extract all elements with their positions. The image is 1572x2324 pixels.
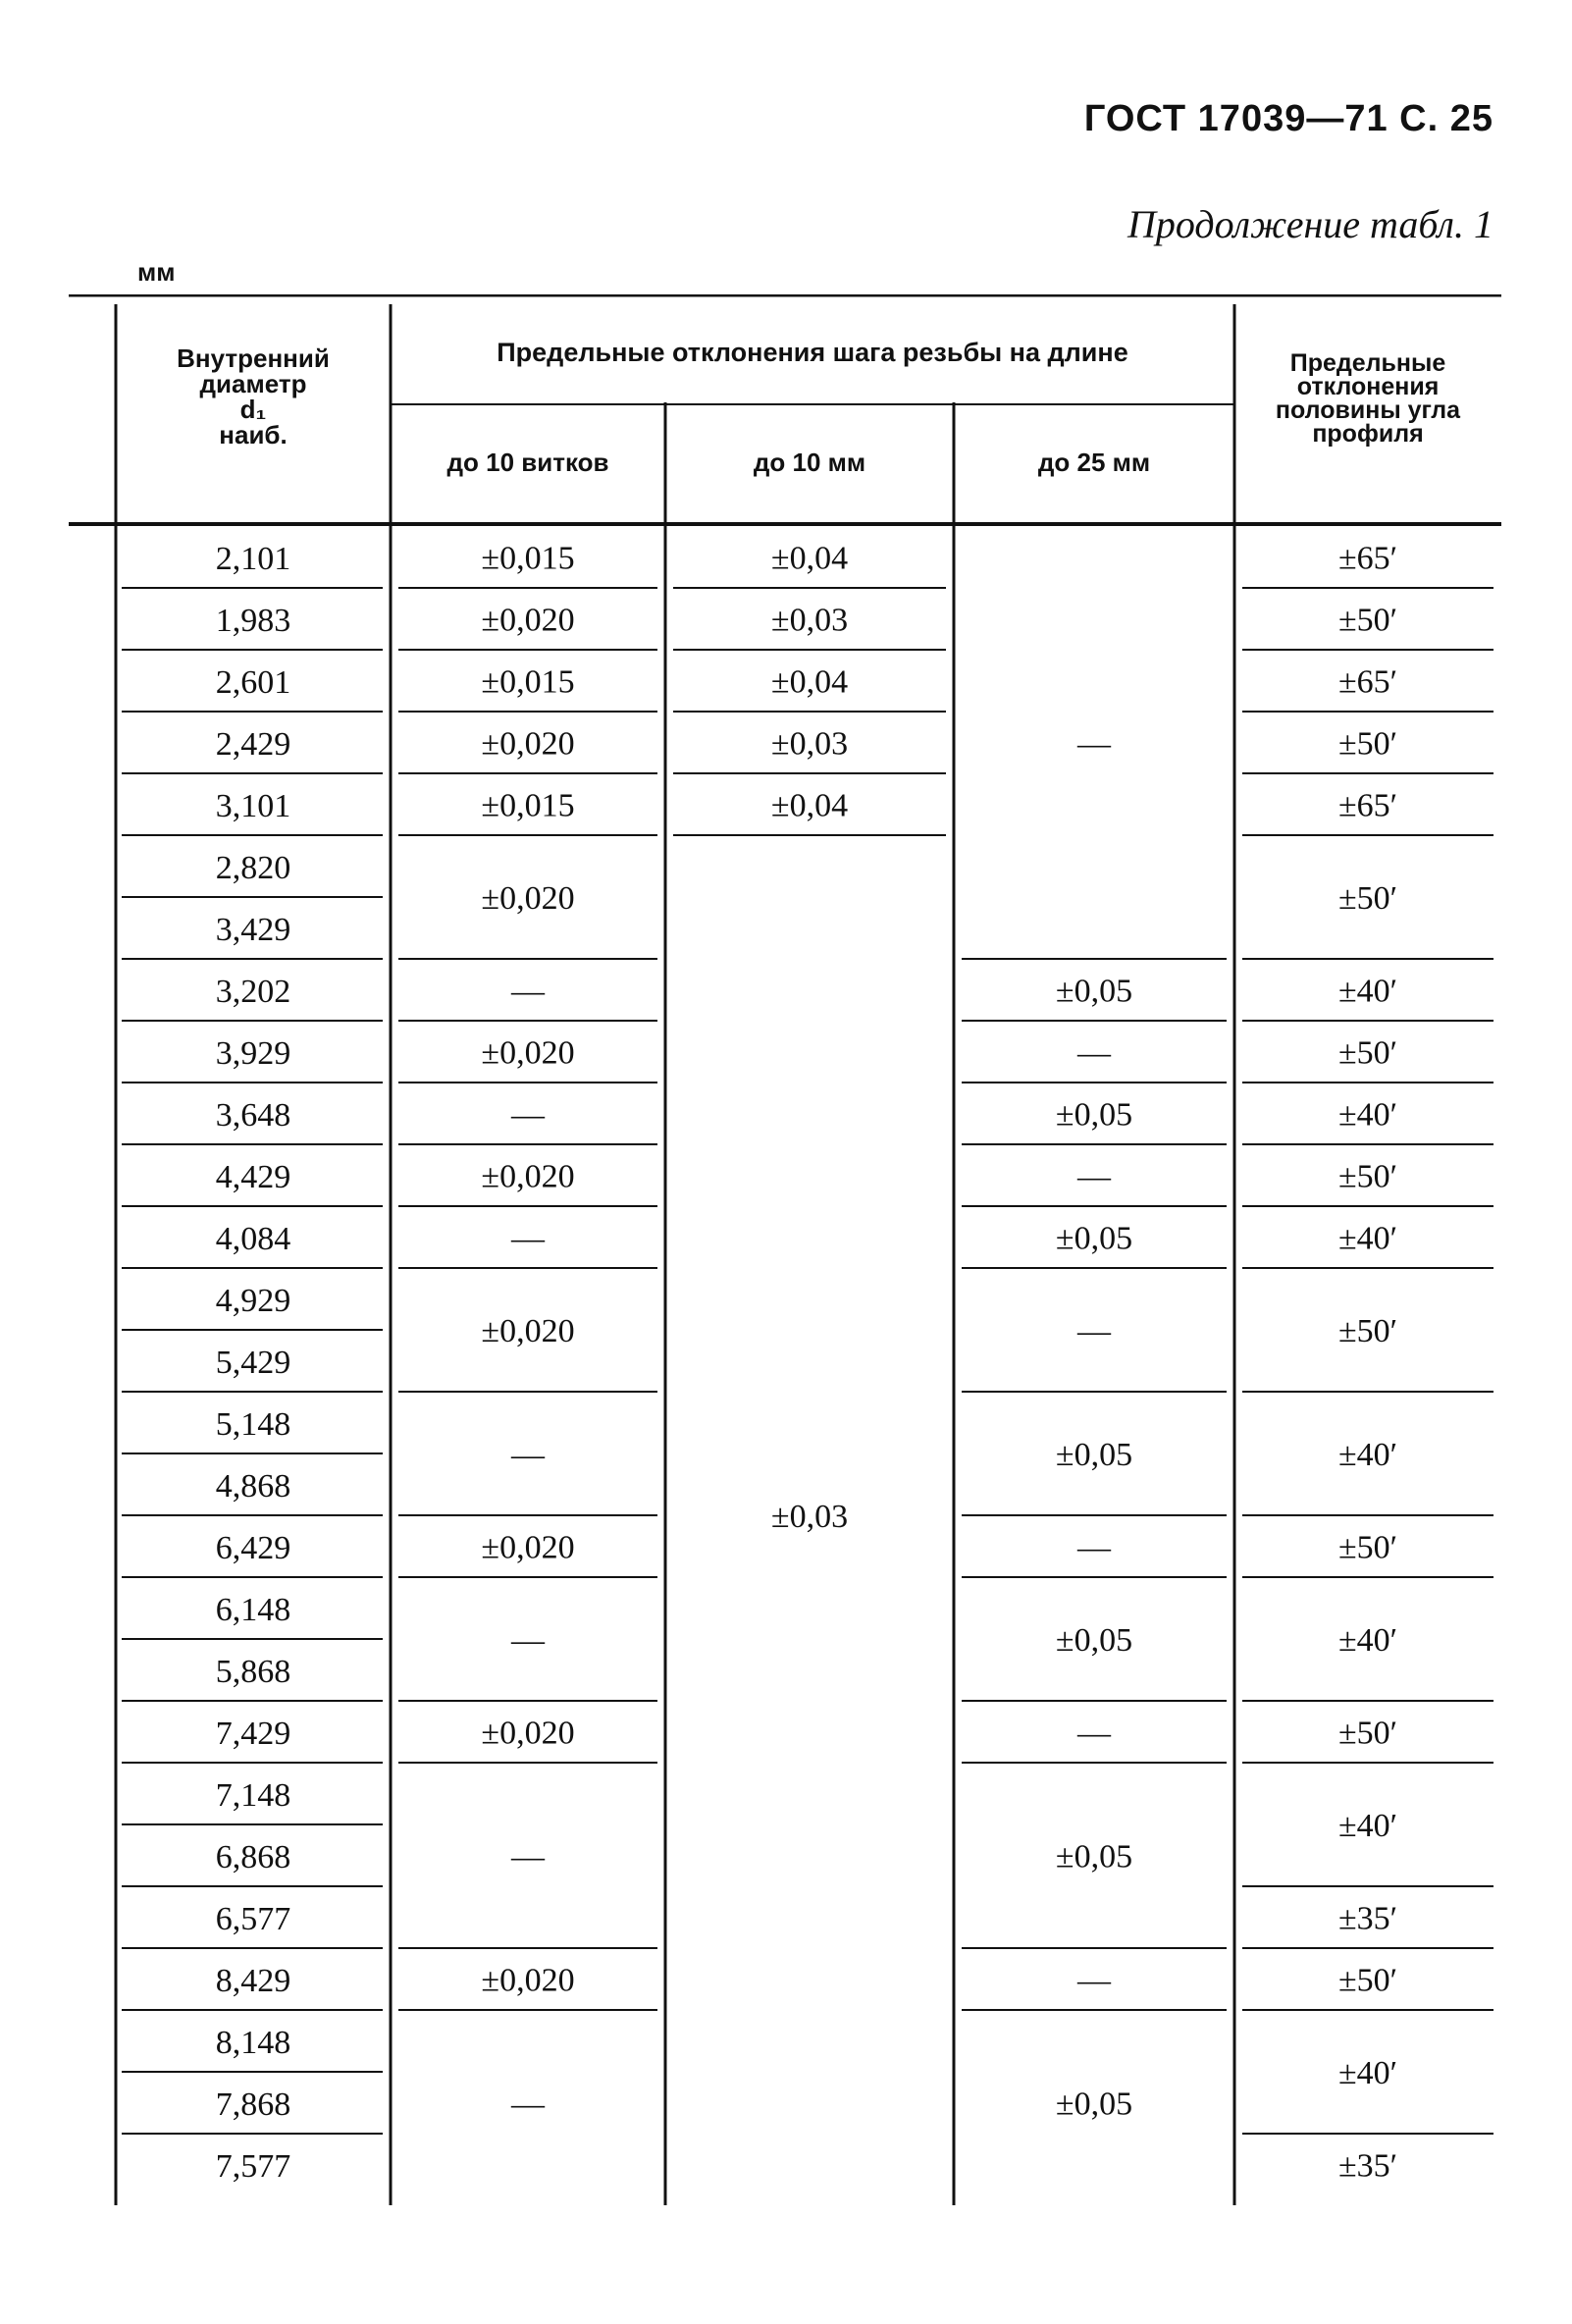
pitch-25-mm-cell: ±0,05 [1055,1220,1133,1257]
pitch-10-turns-cell: ±0,020 [481,880,575,917]
half-angle-cell: ±40′ [1337,1437,1398,1473]
diameter-cell: 2,601 [215,664,291,701]
half-angle-cell: ±40′ [1337,1096,1398,1134]
pitch-10-turns-cell: ±0,020 [481,602,575,639]
pitch-10-turns-cell: — [511,1437,545,1473]
diameter-cell: 5,429 [215,1345,291,1381]
pitch-10-mm-cell: ±0,04 [770,787,849,824]
half-angle-cell: ±65′ [1337,663,1398,701]
pitch-25-mm-cell: ±0,05 [1055,1622,1133,1659]
half-angle-cell: ±65′ [1337,540,1398,577]
pitch-10-turns-cell: ±0,020 [481,1313,575,1349]
half-angle-cell: ±40′ [1337,2055,1398,2091]
page-header: ГОСТ 17039—71 С. 25 [1083,98,1493,139]
diameter-header-line: наиб. [219,420,288,449]
pitch-10-turns-cell: ±0,020 [481,725,575,763]
tolerance-table [69,294,1501,2228]
half-angle-cell: ±40′ [1337,1220,1398,1257]
diameter-cell: 7,577 [215,2148,291,2185]
diameter-cell: 7,148 [215,1777,291,1814]
diameter-cell: 3,101 [215,788,291,824]
half-angle-cell: ±35′ [1337,1900,1398,1937]
pitch-10-turns-cell: — [511,1096,545,1134]
diameter-cell: 6,868 [215,1839,291,1875]
diameter-cell: 2,101 [215,541,291,577]
diameter-cell: 7,868 [215,2086,291,2123]
pitch-25-mm-cell: ±0,05 [1055,973,1133,1010]
pitch-10-mm-cell: ±0,04 [770,540,849,577]
pitch-10-turns-cell: ±0,015 [481,787,575,824]
angle-header-line: профиля [1312,420,1424,448]
diameter-header-line: диаметр [199,369,307,398]
half-angle-cell: ±40′ [1337,1622,1398,1659]
pitch-10-turns-cell: — [511,1622,545,1659]
pitch-25-mm-cell: — [1077,1158,1111,1195]
half-angle-cell: ±50′ [1337,880,1398,917]
diameter-cell: 3,429 [215,912,291,948]
angle-header-line: половины угла [1275,396,1461,424]
table-continuation-label: Продолжение табл. 1 [1127,202,1493,246]
diameter-cell: 8,429 [215,1963,291,1999]
pitch-10-mm-cell: ±0,04 [770,663,849,701]
pitch-25-mm-cell: ±0,05 [1055,1437,1133,1473]
pitch-25-mm-cell: — [1077,1034,1111,1072]
pitch-25-mm-cell: ±0,05 [1055,1096,1133,1134]
half-angle-cell: ±65′ [1337,787,1398,824]
pitch-10-turns-cell: ±0,015 [481,540,575,577]
pitch-10-turns-cell: — [511,1838,545,1875]
half-angle-cell: ±50′ [1337,1158,1398,1195]
unit-label: мм [137,257,176,287]
pitch-10-turns-cell: ±0,020 [481,1158,575,1195]
diameter-cell: 6,148 [215,1592,291,1628]
diameter-cell: 3,648 [215,1097,291,1134]
pitch-10-turns-cell: ±0,020 [481,1529,575,1566]
tolerance-table-grid [69,294,1501,2228]
diameter-header-line: d₁ [239,395,267,424]
pitch-10-turns-cell: ±0,020 [481,1715,575,1752]
diameter-cell: 6,577 [215,1901,291,1937]
subheader-10-turns: до 10 витков [446,448,609,477]
pitch-10-mm-cell: ±0,03 [770,602,849,639]
pitch-10-mm-cell: ±0,03 [770,725,849,763]
pitch-10-turns-cell: ±0,015 [481,663,575,701]
pitch-25-mm-cell: ±0,05 [1055,2086,1133,2123]
subheader-10-mm: до 10 мм [753,448,866,477]
diameter-cell: 8,148 [215,2025,291,2061]
pitch-10-mm-cell: ±0,03 [770,1499,849,1535]
half-angle-cell: ±50′ [1337,1715,1398,1752]
diameter-cell: 4,429 [215,1159,291,1195]
diameter-cell: 1,983 [215,603,291,639]
half-angle-cell: ±50′ [1337,725,1398,763]
diameter-cell: 4,929 [215,1283,291,1319]
pitch-25-mm-cell: — [1077,1313,1111,1349]
diameter-cell: 4,084 [215,1221,291,1257]
pitch-10-turns-cell: — [511,2086,545,2123]
diameter-header-line: Внутренний [177,343,330,373]
diameter-cell: 5,868 [215,1654,291,1690]
pitch-10-turns-cell: ±0,020 [481,1962,575,1999]
half-angle-cell: ±50′ [1337,602,1398,639]
angle-header-line: Предельные [1289,349,1446,377]
pitch-25-mm-cell: — [1077,725,1111,763]
diameter-cell: 3,202 [215,974,291,1010]
pitch-10-turns-cell: — [511,1220,545,1257]
pitch-25-mm-cell: — [1077,1715,1111,1752]
half-angle-cell: ±50′ [1337,1529,1398,1566]
diameter-cell: 4,868 [215,1468,291,1505]
pitch-25-mm-cell: — [1077,1529,1111,1566]
diameter-cell: 5,148 [215,1406,291,1443]
diameter-cell: 2,429 [215,726,291,763]
pitch-25-mm-cell: — [1077,1962,1111,1999]
half-angle-cell: ±40′ [1337,973,1398,1010]
half-angle-cell: ±50′ [1337,1962,1398,1999]
pitch-deviation-group-header: Предельные отклонения шага резьбы на длине [497,338,1128,367]
subheader-25-mm: до 25 мм [1037,448,1151,477]
half-angle-cell: ±40′ [1337,1808,1398,1844]
diameter-cell: 3,929 [215,1035,291,1072]
pitch-25-mm-cell: ±0,05 [1055,1838,1133,1875]
half-angle-cell: ±50′ [1337,1034,1398,1072]
pitch-10-turns-cell: ±0,020 [481,1034,575,1072]
diameter-cell: 2,820 [215,850,291,886]
diameter-cell: 7,429 [215,1716,291,1752]
pitch-10-turns-cell: — [511,973,545,1010]
diameter-cell: 6,429 [215,1530,291,1566]
half-angle-cell: ±50′ [1337,1313,1398,1349]
half-angle-cell: ±35′ [1337,2147,1398,2185]
angle-header-line: отклонения [1296,373,1440,400]
